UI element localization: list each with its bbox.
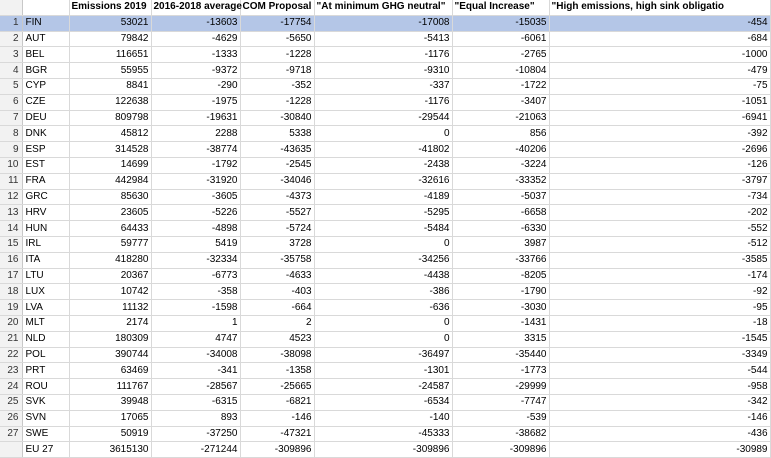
header-country-cell[interactable] (22, 0, 69, 15)
high-emissions-cell[interactable]: -126 (549, 157, 770, 173)
emissions-2019-cell[interactable]: 418280 (69, 252, 151, 268)
com-proposal-cell[interactable]: -4373 (240, 189, 314, 205)
row-index-cell[interactable] (0, 442, 22, 458)
row-index-cell[interactable]: 15 (0, 236, 22, 252)
header-equal-increase[interactable]: "Equal Increase" (452, 0, 549, 15)
avg-2016-2018-cell[interactable]: -341 (151, 363, 240, 379)
com-proposal-cell[interactable]: -352 (240, 78, 314, 94)
table-row (0, 78, 770, 94)
at-minimum-cell[interactable]: -17008 (314, 15, 452, 31)
avg-2016-2018-cell[interactable]: -1792 (151, 157, 240, 173)
row-index-cell[interactable]: 25 (0, 394, 22, 410)
com-proposal-cell[interactable]: -30840 (240, 110, 314, 126)
avg-2016-2018-cell[interactable]: 5419 (151, 236, 240, 252)
emissions-2019-cell[interactable]: 180309 (69, 331, 151, 347)
at-minimum-cell[interactable]: -5484 (314, 221, 452, 237)
avg-2016-2018-cell[interactable]: 893 (151, 410, 240, 426)
avg-2016-2018-cell[interactable]: -4629 (151, 31, 240, 47)
equal-increase-cell[interactable]: -7747 (452, 394, 549, 410)
table-row (0, 236, 770, 252)
emissions-2019-cell[interactable]: 55955 (69, 63, 151, 79)
avg-2016-2018-cell[interactable]: -1333 (151, 47, 240, 63)
avg-2016-2018-cell[interactable]: 2288 (151, 126, 240, 142)
at-minimum-cell[interactable]: 0 (314, 126, 452, 142)
emissions-2019-cell[interactable]: 39948 (69, 394, 151, 410)
com-proposal-cell[interactable]: -2545 (240, 157, 314, 173)
row-index-cell[interactable]: 10 (0, 157, 22, 173)
high-emissions-cell[interactable]: -512 (549, 236, 770, 252)
table-row (0, 15, 770, 31)
equal-increase-cell[interactable]: -21063 (452, 110, 549, 126)
emissions-2019-cell[interactable]: 8841 (69, 78, 151, 94)
high-emissions-cell[interactable]: -436 (549, 426, 770, 442)
at-minimum-cell[interactable]: 0 (314, 315, 452, 331)
equal-increase-cell[interactable]: -1722 (452, 78, 549, 94)
country-cell[interactable]: LUX (22, 284, 69, 300)
avg-2016-2018-cell[interactable]: -1975 (151, 94, 240, 110)
at-minimum-cell[interactable]: -29544 (314, 110, 452, 126)
emissions-2019-cell[interactable]: 17065 (69, 410, 151, 426)
table-row (0, 205, 770, 221)
country-cell[interactable]: AUT (22, 31, 69, 47)
equal-increase-cell[interactable]: -8205 (452, 268, 549, 284)
avg-2016-2018-cell[interactable]: -6773 (151, 268, 240, 284)
row-index-cell[interactable]: 13 (0, 205, 22, 221)
equal-increase-cell[interactable]: -1790 (452, 284, 549, 300)
emissions-2019-cell[interactable]: 122638 (69, 94, 151, 110)
emissions-2019-cell[interactable]: 20367 (69, 268, 151, 284)
at-minimum-cell[interactable]: -24587 (314, 379, 452, 395)
emissions-2019-cell[interactable]: 2174 (69, 315, 151, 331)
equal-increase-cell[interactable]: -10804 (452, 63, 549, 79)
emissions-2019-cell[interactable]: 23605 (69, 205, 151, 221)
high-emissions-cell[interactable]: -95 (549, 300, 770, 316)
header-emissions-2019[interactable]: Emissions 2019 (69, 0, 151, 15)
equal-increase-cell[interactable]: -33766 (452, 252, 549, 268)
avg-2016-2018-cell[interactable]: -6315 (151, 394, 240, 410)
row-index-cell[interactable]: 27 (0, 426, 22, 442)
at-minimum-cell[interactable]: -4438 (314, 268, 452, 284)
equal-increase-cell[interactable]: -40206 (452, 142, 549, 158)
table-row (0, 426, 770, 442)
equal-increase-cell[interactable]: 3987 (452, 236, 549, 252)
equal-increase-cell[interactable]: -539 (452, 410, 549, 426)
high-emissions-cell[interactable]: -1000 (549, 47, 770, 63)
country-cell[interactable]: BEL (22, 47, 69, 63)
equal-increase-cell[interactable]: 856 (452, 126, 549, 142)
row-index-cell[interactable]: 23 (0, 363, 22, 379)
at-minimum-cell[interactable]: -337 (314, 78, 452, 94)
at-minimum-cell[interactable]: -5413 (314, 31, 452, 47)
equal-increase-cell[interactable]: -1773 (452, 363, 549, 379)
at-minimum-cell[interactable]: -1176 (314, 47, 452, 63)
com-proposal-cell[interactable]: -664 (240, 300, 314, 316)
avg-2016-2018-cell[interactable]: -38774 (151, 142, 240, 158)
com-proposal-cell[interactable]: 4523 (240, 331, 314, 347)
avg-2016-2018-cell[interactable]: -3605 (151, 189, 240, 205)
avg-2016-2018-cell[interactable]: -1598 (151, 300, 240, 316)
table-row (0, 442, 770, 458)
at-minimum-cell[interactable]: -4189 (314, 189, 452, 205)
country-cell[interactable]: EU 27 (22, 442, 69, 458)
header-high-emissions[interactable]: "High emissions, high sink obligatio (549, 0, 770, 15)
avg-2016-2018-cell[interactable]: -358 (151, 284, 240, 300)
com-proposal-cell[interactable]: -1228 (240, 94, 314, 110)
country-cell[interactable]: FIN (22, 15, 69, 31)
com-proposal-cell[interactable]: -35758 (240, 252, 314, 268)
high-emissions-cell[interactable]: -1545 (549, 331, 770, 347)
row-index-cell[interactable]: 20 (0, 315, 22, 331)
row-index-cell[interactable]: 22 (0, 347, 22, 363)
table-row (0, 315, 770, 331)
emissions-2019-cell[interactable]: 390744 (69, 347, 151, 363)
table-row (0, 189, 770, 205)
avg-2016-2018-cell[interactable]: -13603 (151, 15, 240, 31)
at-minimum-cell[interactable]: -32616 (314, 173, 452, 189)
high-emissions-cell[interactable]: -958 (549, 379, 770, 395)
high-emissions-cell[interactable]: -544 (549, 363, 770, 379)
high-emissions-cell[interactable]: -454 (549, 15, 770, 31)
table-row (0, 331, 770, 347)
emissions-2019-cell[interactable]: 111767 (69, 379, 151, 395)
row-index-cell[interactable]: 3 (0, 47, 22, 63)
avg-2016-2018-cell[interactable]: -19631 (151, 110, 240, 126)
high-emissions-cell[interactable]: -202 (549, 205, 770, 221)
country-cell[interactable]: PRT (22, 363, 69, 379)
country-cell[interactable]: IRL (22, 236, 69, 252)
avg-2016-2018-cell[interactable]: -5226 (151, 205, 240, 221)
at-minimum-cell[interactable]: 0 (314, 236, 452, 252)
at-minimum-cell[interactable]: -45333 (314, 426, 452, 442)
table-row (0, 47, 770, 63)
com-proposal-cell[interactable]: -9718 (240, 63, 314, 79)
com-proposal-cell[interactable]: -1228 (240, 47, 314, 63)
at-minimum-cell[interactable]: -41802 (314, 142, 452, 158)
country-cell[interactable]: ESP (22, 142, 69, 158)
country-cell[interactable]: LVA (22, 300, 69, 316)
high-emissions-cell[interactable]: -342 (549, 394, 770, 410)
high-emissions-cell[interactable]: -6941 (549, 110, 770, 126)
row-index-cell[interactable]: 18 (0, 284, 22, 300)
emissions-2019-cell[interactable]: 11132 (69, 300, 151, 316)
avg-2016-2018-cell[interactable]: -37250 (151, 426, 240, 442)
emissions-2019-cell[interactable]: 3615130 (69, 442, 151, 458)
country-cell[interactable]: LTU (22, 268, 69, 284)
avg-2016-2018-cell[interactable]: -290 (151, 78, 240, 94)
com-proposal-cell[interactable]: -17754 (240, 15, 314, 31)
row-index-cell[interactable]: 17 (0, 268, 22, 284)
equal-increase-cell[interactable]: -2765 (452, 47, 549, 63)
row-index-cell[interactable]: 12 (0, 189, 22, 205)
equal-increase-cell[interactable]: -29999 (452, 379, 549, 395)
high-emissions-cell[interactable]: -552 (549, 221, 770, 237)
equal-increase-cell[interactable]: -33352 (452, 173, 549, 189)
emissions-2019-cell[interactable]: 14699 (69, 157, 151, 173)
table-row (0, 221, 770, 237)
at-minimum-cell[interactable]: -309896 (314, 442, 452, 458)
com-proposal-cell[interactable]: -4633 (240, 268, 314, 284)
at-minimum-cell[interactable]: 0 (314, 331, 452, 347)
row-index-cell[interactable]: 9 (0, 142, 22, 158)
table-row (0, 410, 770, 426)
emissions-2019-cell[interactable]: 442984 (69, 173, 151, 189)
equal-increase-cell[interactable]: -38682 (452, 426, 549, 442)
header-index-cell[interactable] (0, 0, 22, 15)
com-proposal-cell[interactable]: -403 (240, 284, 314, 300)
avg-2016-2018-cell[interactable]: -32334 (151, 252, 240, 268)
high-emissions-cell[interactable]: -684 (549, 31, 770, 47)
row-index-cell[interactable]: 26 (0, 410, 22, 426)
country-cell[interactable]: MLT (22, 315, 69, 331)
at-minimum-cell[interactable]: -636 (314, 300, 452, 316)
row-index-cell[interactable]: 21 (0, 331, 22, 347)
emissions-2019-cell[interactable]: 85630 (69, 189, 151, 205)
country-cell[interactable]: EST (22, 157, 69, 173)
table-row (0, 157, 770, 173)
equal-increase-cell[interactable]: -309896 (452, 442, 549, 458)
at-minimum-cell[interactable]: -5295 (314, 205, 452, 221)
com-proposal-cell[interactable]: -47321 (240, 426, 314, 442)
com-proposal-cell[interactable]: -1358 (240, 363, 314, 379)
emissions-2019-cell[interactable]: 63469 (69, 363, 151, 379)
high-emissions-cell[interactable]: -734 (549, 189, 770, 205)
equal-increase-cell[interactable]: -3030 (452, 300, 549, 316)
country-cell[interactable]: FRA (22, 173, 69, 189)
high-emissions-cell[interactable]: -392 (549, 126, 770, 142)
table-row (0, 142, 770, 158)
table-row (0, 110, 770, 126)
high-emissions-cell[interactable]: -3349 (549, 347, 770, 363)
com-proposal-cell[interactable]: -34046 (240, 173, 314, 189)
high-emissions-cell[interactable]: -146 (549, 410, 770, 426)
com-proposal-cell[interactable]: -43635 (240, 142, 314, 158)
row-index-cell[interactable]: 6 (0, 94, 22, 110)
emissions-2019-cell[interactable]: 59777 (69, 236, 151, 252)
at-minimum-cell[interactable]: -9310 (314, 63, 452, 79)
header-2016-2018-average[interactable]: 2016-2018 average (151, 0, 240, 15)
country-cell[interactable]: NLD (22, 331, 69, 347)
header-com-proposal[interactable]: COM Proposal (240, 0, 314, 15)
row-index-cell[interactable]: 8 (0, 126, 22, 142)
row-index-cell[interactable]: 4 (0, 63, 22, 79)
at-minimum-cell[interactable]: -34256 (314, 252, 452, 268)
row-index-cell[interactable]: 5 (0, 78, 22, 94)
at-minimum-cell[interactable]: -2438 (314, 157, 452, 173)
equal-increase-cell[interactable]: -6061 (452, 31, 549, 47)
row-index-cell[interactable]: 11 (0, 173, 22, 189)
table-row (0, 94, 770, 110)
com-proposal-cell[interactable]: -146 (240, 410, 314, 426)
country-cell[interactable]: CZE (22, 94, 69, 110)
avg-2016-2018-cell[interactable]: -34008 (151, 347, 240, 363)
emissions-2019-cell[interactable]: 314528 (69, 142, 151, 158)
com-proposal-cell[interactable]: -38098 (240, 347, 314, 363)
table-row (0, 31, 770, 47)
com-proposal-cell[interactable]: 2 (240, 315, 314, 331)
row-index-cell[interactable]: 14 (0, 221, 22, 237)
high-emissions-cell[interactable]: -92 (549, 284, 770, 300)
com-proposal-cell[interactable]: -5724 (240, 221, 314, 237)
equal-increase-cell[interactable]: -35440 (452, 347, 549, 363)
table-row (0, 268, 770, 284)
equal-increase-cell[interactable]: 3315 (452, 331, 549, 347)
avg-2016-2018-cell[interactable]: -4898 (151, 221, 240, 237)
high-emissions-cell[interactable]: -479 (549, 63, 770, 79)
country-cell[interactable]: SWE (22, 426, 69, 442)
avg-2016-2018-cell[interactable]: -9372 (151, 63, 240, 79)
country-cell[interactable]: BGR (22, 63, 69, 79)
high-emissions-cell[interactable]: -30989 (549, 442, 770, 458)
equal-increase-cell[interactable]: -6658 (452, 205, 549, 221)
country-cell[interactable]: ITA (22, 252, 69, 268)
emissions-2019-cell[interactable]: 53021 (69, 15, 151, 31)
com-proposal-cell[interactable]: 5338 (240, 126, 314, 142)
header-at-minimum-ghg-neutral[interactable]: "At minimum GHG neutral" (314, 0, 452, 15)
table-row (0, 363, 770, 379)
avg-2016-2018-cell[interactable]: 1 (151, 315, 240, 331)
equal-increase-cell[interactable]: -3407 (452, 94, 549, 110)
country-cell[interactable]: SVK (22, 394, 69, 410)
table-row (0, 126, 770, 142)
com-proposal-cell[interactable]: -5527 (240, 205, 314, 221)
avg-2016-2018-cell[interactable]: -271244 (151, 442, 240, 458)
com-proposal-cell[interactable]: -6821 (240, 394, 314, 410)
country-cell[interactable]: HRV (22, 205, 69, 221)
table-row (0, 347, 770, 363)
country-cell[interactable]: HUN (22, 221, 69, 237)
avg-2016-2018-cell[interactable]: 4747 (151, 331, 240, 347)
equal-increase-cell[interactable]: -6330 (452, 221, 549, 237)
emissions-2019-cell[interactable]: 50919 (69, 426, 151, 442)
emissions-2019-cell[interactable]: 809798 (69, 110, 151, 126)
emissions-2019-cell[interactable]: 79842 (69, 31, 151, 47)
at-minimum-cell[interactable]: -6534 (314, 394, 452, 410)
equal-increase-cell[interactable]: -1431 (452, 315, 549, 331)
row-index-cell[interactable]: 24 (0, 379, 22, 395)
row-index-cell[interactable]: 19 (0, 300, 22, 316)
com-proposal-cell[interactable]: -25665 (240, 379, 314, 395)
high-emissions-cell[interactable]: -75 (549, 78, 770, 94)
country-cell[interactable]: DEU (22, 110, 69, 126)
header-row (0, 0, 770, 15)
high-emissions-cell[interactable]: -18 (549, 315, 770, 331)
row-index-cell[interactable]: 16 (0, 252, 22, 268)
table-row (0, 300, 770, 316)
equal-increase-cell[interactable]: -5037 (452, 189, 549, 205)
row-index-cell[interactable]: 1 (0, 15, 22, 31)
country-cell[interactable]: POL (22, 347, 69, 363)
table-row (0, 252, 770, 268)
country-cell[interactable]: CYP (22, 78, 69, 94)
table-row (0, 394, 770, 410)
at-minimum-cell[interactable]: -36497 (314, 347, 452, 363)
emissions-2019-cell[interactable]: 64433 (69, 221, 151, 237)
at-minimum-cell[interactable]: -1176 (314, 94, 452, 110)
table-row (0, 63, 770, 79)
table-row (0, 379, 770, 395)
emissions-2019-cell[interactable]: 45812 (69, 126, 151, 142)
com-proposal-cell[interactable]: -5650 (240, 31, 314, 47)
high-emissions-cell[interactable]: -3585 (549, 252, 770, 268)
equal-increase-cell[interactable]: -3224 (452, 157, 549, 173)
table-row (0, 173, 770, 189)
table-row (0, 284, 770, 300)
high-emissions-cell[interactable]: -3797 (549, 173, 770, 189)
high-emissions-cell[interactable]: -1051 (549, 94, 770, 110)
avg-2016-2018-cell[interactable]: -28567 (151, 379, 240, 395)
emissions-2019-cell[interactable]: 10742 (69, 284, 151, 300)
country-cell[interactable]: GRC (22, 189, 69, 205)
avg-2016-2018-cell[interactable]: -31920 (151, 173, 240, 189)
at-minimum-cell[interactable]: -140 (314, 410, 452, 426)
emissions-2019-cell[interactable]: 116651 (69, 47, 151, 63)
row-index-cell[interactable]: 7 (0, 110, 22, 126)
at-minimum-cell[interactable]: -386 (314, 284, 452, 300)
country-cell[interactable]: DNK (22, 126, 69, 142)
high-emissions-cell[interactable]: -174 (549, 268, 770, 284)
equal-increase-cell[interactable]: -15035 (452, 15, 549, 31)
high-emissions-cell[interactable]: -2696 (549, 142, 770, 158)
com-proposal-cell[interactable]: 3728 (240, 236, 314, 252)
com-proposal-cell[interactable]: -309896 (240, 442, 314, 458)
country-cell[interactable]: ROU (22, 379, 69, 395)
country-cell[interactable]: SVN (22, 410, 69, 426)
row-index-cell[interactable]: 2 (0, 31, 22, 47)
at-minimum-cell[interactable]: -1301 (314, 363, 452, 379)
